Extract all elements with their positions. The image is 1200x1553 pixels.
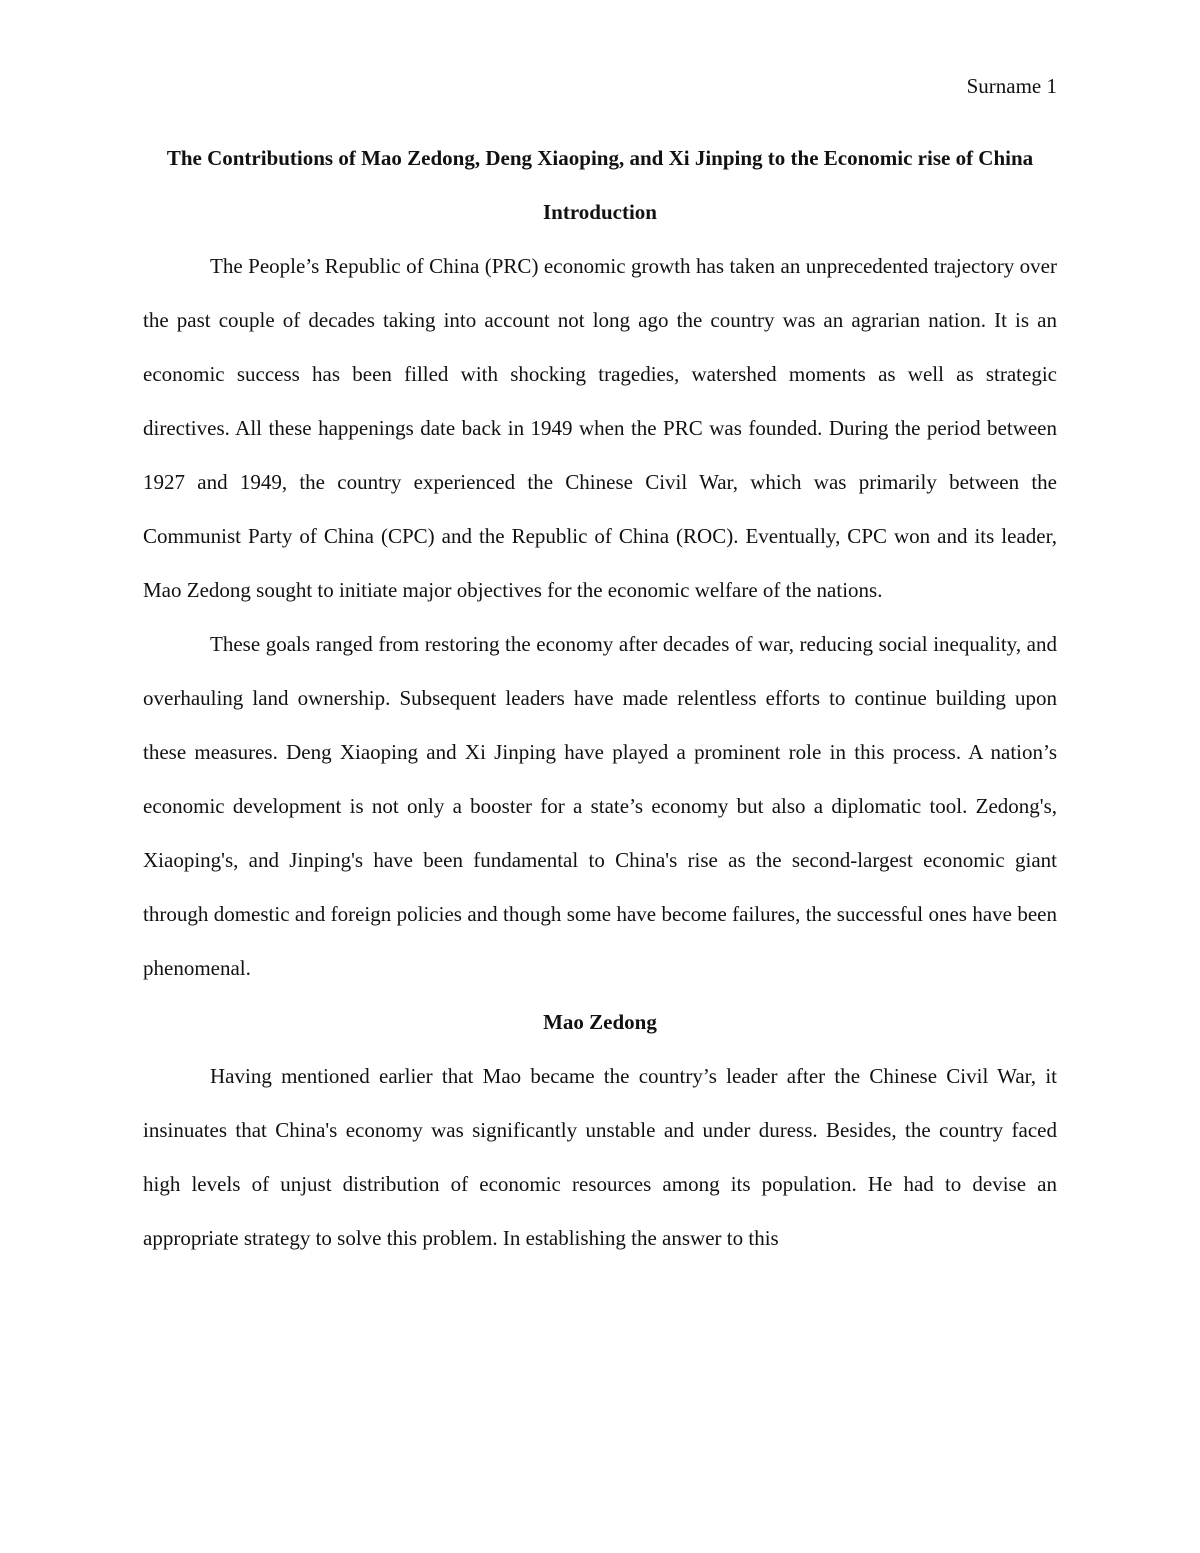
section-heading-introduction: Introduction bbox=[543, 200, 657, 224]
section-heading-mao-zedong: Mao Zedong bbox=[543, 1010, 657, 1034]
running-head: Surname 1 bbox=[966, 74, 1057, 98]
intro-paragraph-2: These goals ranged from restoring the economy after decades of war, reducing social inequality, and overhauling land ownership. Subsequent leaders have made relentless efforts to continue building upon these measures. Deng Xiaoping and Xi Jinping have played a prominent role in this process. A nation’s economic development is not only a booster for a state’s economy but also a diplomatic tool. Zedong's, Xiaoping's, and Jinping's have been fundamental to China's rise as the second-largest economic giant through domestic and foreign policies and though some have become failures, the successful ones have been phenomenal. bbox=[143, 632, 1057, 980]
mao-zedong-paragraph-1: Having mentioned earlier that Mao became the country’s leader after the Chinese Civil War, it insinuates that China's economy was significantly unstable and under duress. Besides, the country faced high levels of unjust distribution of economic resources among its population. He had to devise an appropriate strategy to solve this problem. In establishing the answer to this bbox=[143, 1064, 1057, 1250]
document-body bbox=[143, 131, 1057, 1265]
document-title: The Contributions of Mao Zedong, Deng Xiaoping, and Xi Jinping to the Economic rise of China bbox=[166, 146, 1034, 170]
intro-paragraph-1: The People’s Republic of China (PRC) economic growth has taken an unprecedented trajectory over the past couple of decades taking into account not long ago the country was an agrarian nation. It is an economic success has been filled with shocking tragedies, watershed moments as well as strategic directives. All these happenings date back in 1949 when the PRC was founded. During the period between 1927 and 1949, the country experienced the Chinese Civil War, which was primarily between the Communist Party of China (CPC) and the Republic of China (ROC). Eventually, CPC won and its leader, Mao Zedong sought to initiate major objectives for the economic welfare of the nations. bbox=[143, 254, 1057, 602]
